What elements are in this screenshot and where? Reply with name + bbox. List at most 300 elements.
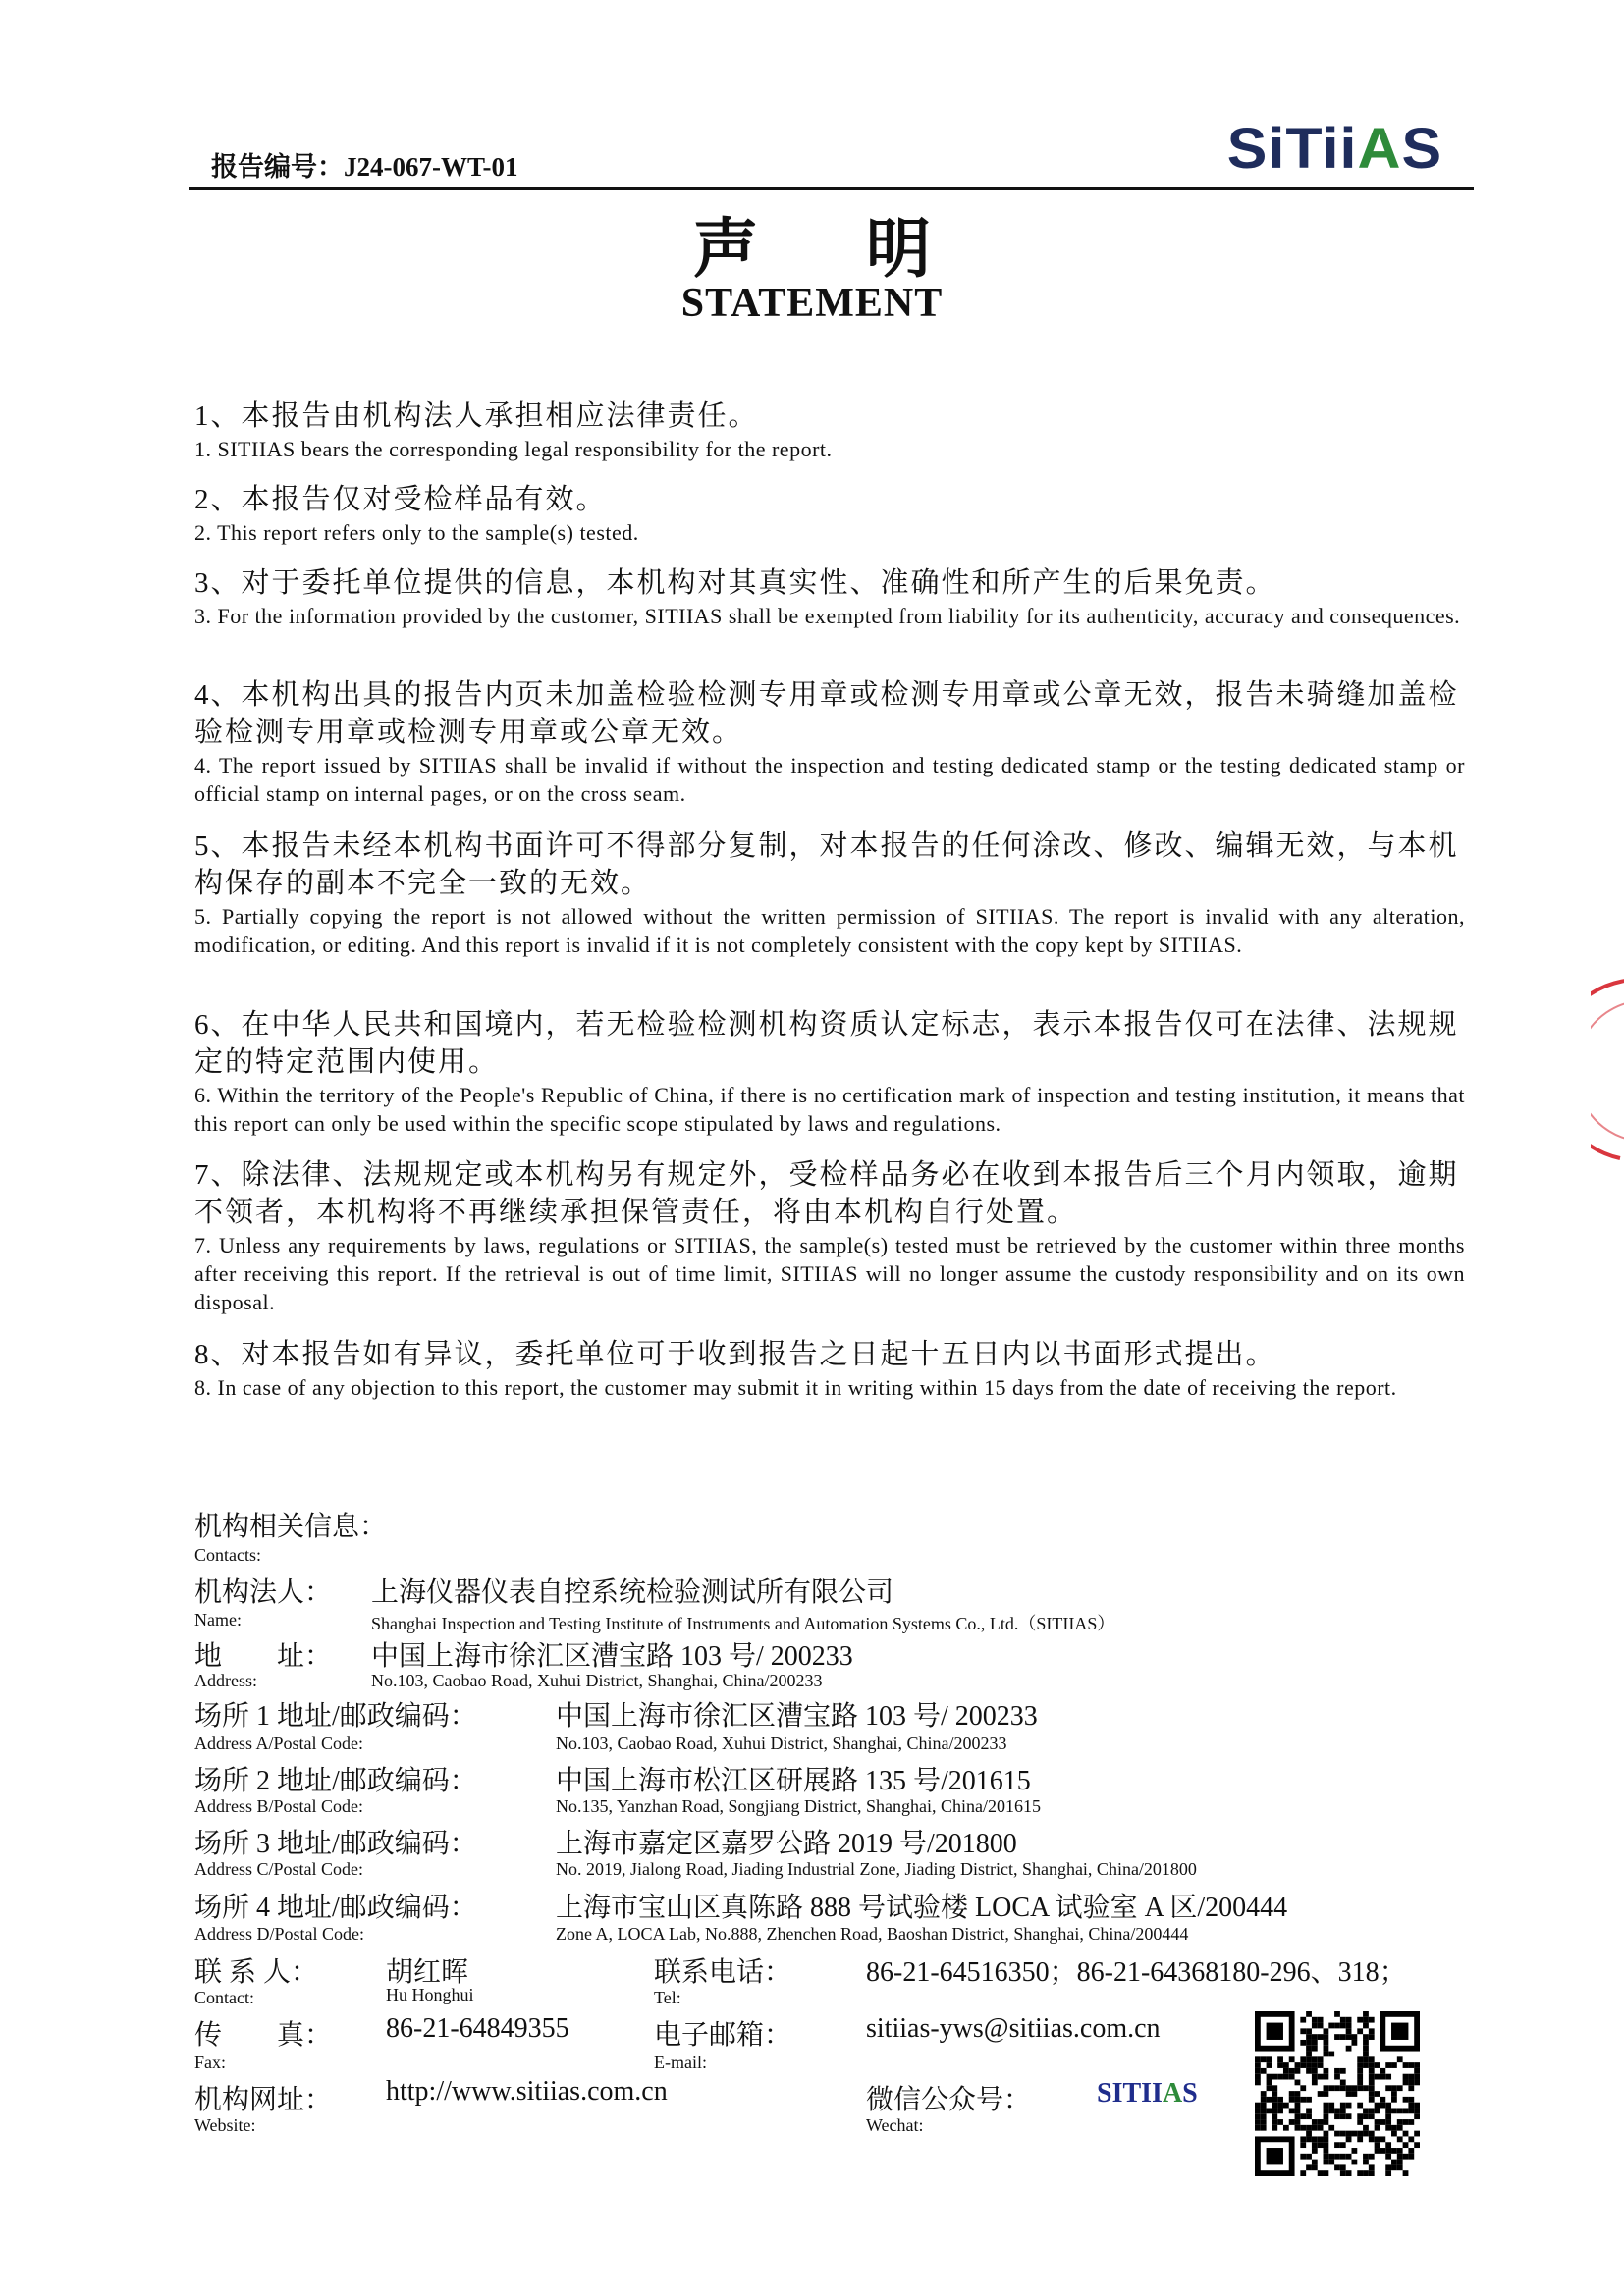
institution-name-en: Shanghai Inspection and Testing Institute of Instruments and Automation Systems Co., Ltd.（SITIIAS） [371, 1614, 1115, 1633]
qr-module [1408, 2119, 1414, 2125]
qr-module [1403, 2119, 1409, 2125]
red-seal-stamp [1591, 972, 1624, 1168]
wechat-label-en: Wechat: [866, 2115, 924, 2135]
statement-item: 4、本机构出具的报告内页未加盖检验检测专用章或检测专用章或公章无效，报告未骑缝加盖检验检测专用章或检测专用章或公章无效。 4. The report issued by SITIIAS shall be invalid if without the inspection and testing dedicated stamp or the testing dedicated stamp or official stamp on internal pages, or on the cross seam. [194, 679, 1465, 806]
qr-module [1306, 2108, 1312, 2113]
qr-module [1306, 2131, 1312, 2137]
qr-module [1363, 2040, 1369, 2046]
qr-module [1375, 2062, 1380, 2068]
qr-module [1346, 2170, 1352, 2176]
qr-module [1289, 2091, 1295, 2097]
qr-module [1300, 2154, 1306, 2160]
qr-module [1306, 2052, 1312, 2057]
qr-module [1346, 2136, 1352, 2142]
qr-module [1300, 2017, 1306, 2023]
site-4-label-en: Address D/Postal Code: [194, 1924, 364, 1944]
qr-module [1318, 2136, 1324, 2142]
qr-module [1289, 2119, 1295, 2125]
qr-module [1261, 2119, 1267, 2125]
qr-module [1346, 2091, 1352, 2097]
qr-module [1324, 2074, 1329, 2080]
qr-module [1363, 2160, 1369, 2165]
qr-module [1328, 2160, 1334, 2165]
qr-module [1324, 2148, 1329, 2154]
qr-module [1324, 2028, 1329, 2034]
qr-module [1340, 2142, 1346, 2148]
qr-module [1334, 2154, 1340, 2160]
qr-module [1375, 2136, 1380, 2142]
qr-module [1295, 2108, 1301, 2113]
qr-module [1385, 2113, 1391, 2119]
qr-module [1357, 2017, 1363, 2023]
qr-module [1324, 2131, 1329, 2137]
qr-module [1414, 2113, 1420, 2119]
qr-module [1391, 2062, 1397, 2068]
qr-module [1375, 2142, 1380, 2148]
qr-module [1357, 2170, 1363, 2176]
qr-module [1312, 2119, 1318, 2125]
qr-module [1295, 2119, 1301, 2125]
qr-module [1363, 2056, 1369, 2062]
qr-module [1267, 2062, 1272, 2068]
qr-module [1380, 2074, 1385, 2080]
qr-module [1346, 2046, 1352, 2052]
qr-module [1328, 2103, 1334, 2109]
qr-module [1397, 2085, 1403, 2091]
qr-module [1324, 2160, 1329, 2165]
qr-module [1340, 2085, 1346, 2091]
qr-module [1306, 2113, 1312, 2119]
qr-module [1272, 2108, 1277, 2113]
qr-module [1346, 2028, 1352, 2034]
contact-value: 胡红晖 [386, 1957, 469, 1988]
qr-module [1363, 2125, 1369, 2131]
qr-module [1283, 2074, 1289, 2080]
qr-module [1340, 2164, 1346, 2170]
qr-module [1283, 2103, 1289, 2109]
qr-module [1391, 2091, 1397, 2097]
qr-module [1357, 2028, 1363, 2034]
tel-label-en: Tel: [654, 1988, 681, 2007]
qr-module [1334, 2131, 1340, 2137]
qr-module [1346, 2131, 1352, 2137]
qr-module [1300, 2085, 1306, 2091]
qr-module [1255, 2119, 1261, 2125]
qr-module [1385, 2074, 1391, 2080]
page-title-cn: 声明 [693, 214, 1039, 286]
wechat-qr-code [1255, 2011, 1420, 2176]
site-1-label-en: Address A/Postal Code: [194, 1734, 364, 1753]
qr-module [1289, 2097, 1295, 2103]
qr-module [1267, 2080, 1272, 2086]
qr-module [1306, 2068, 1312, 2074]
qr-module [1363, 2062, 1369, 2068]
qr-module [1391, 2097, 1397, 2103]
qr-module [1272, 2103, 1277, 2109]
qr-module [1363, 2108, 1369, 2113]
qr-module [1340, 2068, 1346, 2074]
name-label: 机构法人： [194, 1577, 333, 1608]
qr-module [1300, 2142, 1306, 2148]
qr-module [1300, 2113, 1306, 2119]
qr-module [1357, 2131, 1363, 2137]
qr-module [1312, 2164, 1318, 2170]
qr-module [1324, 2052, 1329, 2057]
qr-module [1295, 2068, 1301, 2074]
qr-module [1391, 2148, 1397, 2154]
qr-module [1295, 2080, 1301, 2086]
qr-module [1272, 2125, 1277, 2131]
qr-module [1312, 2074, 1318, 2080]
sitiias-logo: SiTiiAS [1226, 117, 1443, 181]
qr-module [1363, 2170, 1369, 2176]
qr-module [1385, 2154, 1391, 2160]
qr-finder [1391, 2023, 1408, 2040]
qr-module [1369, 2164, 1375, 2170]
statement-item: 8、对本报告如有异议，委托单位可于收到报告之日起十五日内以书面形式提出。 8. In case of any objection to this report, the customer may submit it in writing within 15 days from the date of receiving the report. [194, 1339, 1397, 1400]
qr-module [1397, 2148, 1403, 2154]
qr-module [1300, 2125, 1306, 2131]
qr-module [1363, 2011, 1369, 2017]
qr-module [1408, 2097, 1414, 2103]
qr-module [1408, 2154, 1414, 2160]
qr-module [1340, 2023, 1346, 2029]
page-title-en: STATEMENT [680, 281, 944, 326]
qr-module [1312, 2017, 1318, 2023]
qr-module [1306, 2040, 1312, 2046]
qr-module [1328, 2085, 1334, 2091]
qr-module [1306, 2034, 1312, 2040]
qr-module [1391, 2160, 1397, 2165]
qr-module [1357, 2085, 1363, 2091]
wechat-label: 微信公众号： [866, 2085, 1032, 2115]
qr-module [1385, 2062, 1391, 2068]
tel-value: 86-21-64516350；86-21-64368180-296、318； [866, 1957, 1407, 1988]
qr-module [1385, 2103, 1391, 2109]
qr-module [1375, 2074, 1380, 2080]
qr-module [1328, 2052, 1334, 2057]
website-label-en: Website: [194, 2115, 256, 2135]
institution-name: 上海仪器仪表自控系统检验测试所有限公司 [371, 1577, 894, 1608]
qr-module [1369, 2136, 1375, 2142]
qr-module [1397, 2136, 1403, 2142]
qr-module [1277, 2119, 1283, 2125]
qr-module [1277, 2103, 1283, 2109]
qr-module [1369, 2017, 1375, 2023]
qr-module [1289, 2068, 1295, 2074]
qr-module [1295, 2113, 1301, 2119]
email-link[interactable]: sitiias-yws@sitiias.com.cn [866, 2013, 1161, 2044]
qr-module [1351, 2148, 1357, 2154]
qr-module [1397, 2154, 1403, 2160]
qr-module [1414, 2080, 1420, 2086]
qr-module [1340, 2080, 1346, 2086]
qr-module [1369, 2085, 1375, 2091]
contacts-heading-en: Contacts: [194, 1545, 261, 1565]
qr-module [1334, 2068, 1340, 2074]
qr-module [1312, 2142, 1318, 2148]
qr-module [1277, 2108, 1283, 2113]
qr-module [1289, 2108, 1295, 2113]
qr-module [1300, 2028, 1306, 2034]
qr-module [1306, 2046, 1312, 2052]
qr-module [1267, 2097, 1272, 2103]
qr-module [1380, 2097, 1385, 2103]
qr-module [1363, 2023, 1369, 2029]
qr-module [1391, 2164, 1397, 2170]
qr-module [1363, 2154, 1369, 2160]
qr-module [1351, 2040, 1357, 2046]
qr-module [1306, 2062, 1312, 2068]
qr-module [1403, 2154, 1409, 2160]
qr-module [1375, 2125, 1380, 2131]
qr-module [1306, 2154, 1312, 2160]
qr-module [1408, 2148, 1414, 2154]
qr-module [1312, 2034, 1318, 2040]
qr-module [1312, 2125, 1318, 2131]
qr-module [1334, 2074, 1340, 2080]
qr-module [1255, 2080, 1261, 2086]
qr-module [1306, 2136, 1312, 2142]
qr-module [1385, 2164, 1391, 2170]
qr-module [1397, 2119, 1403, 2125]
qr-module [1403, 2080, 1409, 2086]
qr-module [1312, 2136, 1318, 2142]
qr-module [1397, 2160, 1403, 2165]
site-4-label: 场所 4 地址/邮政编码： [194, 1893, 477, 1923]
qr-module [1306, 2056, 1312, 2062]
qr-module [1312, 2023, 1318, 2029]
qr-module [1414, 2131, 1420, 2137]
site-3-value: 上海市嘉定区嘉罗公路 2019 号/201800 [556, 1829, 1017, 1859]
qr-module [1346, 2034, 1352, 2040]
qr-module [1391, 2131, 1397, 2137]
qr-module [1272, 2074, 1277, 2080]
qr-module [1318, 2170, 1324, 2176]
qr-module [1346, 2023, 1352, 2029]
qr-module [1272, 2119, 1277, 2125]
qr-module [1312, 2040, 1318, 2046]
qr-module [1385, 2085, 1391, 2091]
qr-module [1408, 2136, 1414, 2142]
qr-module [1357, 2074, 1363, 2080]
qr-finder [1267, 2148, 1283, 2164]
qr-module [1318, 2023, 1324, 2029]
qr-module [1277, 2062, 1283, 2068]
qr-module [1324, 2113, 1329, 2119]
qr-module [1318, 2056, 1324, 2062]
site-2-value: 中国上海市松江区研展路 135 号/201615 [556, 1766, 1031, 1796]
qr-module [1334, 2113, 1340, 2119]
statement-item: 1、本报告由机构法人承担相应法律责任。 1. SITIIAS bears the corresponding legal responsibility for the report. [194, 400, 833, 461]
qr-module [1369, 2074, 1375, 2080]
qr-module [1363, 2085, 1369, 2091]
qr-module [1318, 2142, 1324, 2148]
qr-module [1328, 2023, 1334, 2029]
qr-module [1369, 2068, 1375, 2074]
qr-module [1408, 2085, 1414, 2091]
qr-module [1375, 2091, 1380, 2097]
qr-module [1324, 2119, 1329, 2125]
site-4-value: 上海市宝山区真陈路 888 号试验楼 LOCA 试验室 A 区/200444 [556, 1893, 1288, 1923]
qr-module [1397, 2056, 1403, 2062]
qr-module [1261, 2103, 1267, 2109]
qr-module [1295, 2097, 1301, 2103]
qr-module [1300, 2170, 1306, 2176]
qr-module [1277, 2097, 1283, 2103]
qr-module [1324, 2085, 1329, 2091]
qr-module [1295, 2125, 1301, 2131]
qr-module [1324, 2154, 1329, 2160]
qr-module [1267, 2085, 1272, 2091]
qr-module [1403, 2062, 1409, 2068]
qr-module [1255, 2056, 1261, 2062]
qr-module [1267, 2108, 1272, 2113]
qr-module [1369, 2170, 1375, 2176]
contact-label: 联 系 人： [194, 1957, 319, 1988]
site-3-label: 场所 3 地址/邮政编码： [194, 1829, 477, 1859]
qr-module [1357, 2136, 1363, 2142]
qr-module [1272, 2091, 1277, 2097]
qr-module [1357, 2068, 1363, 2074]
qr-module [1255, 2068, 1261, 2074]
qr-module [1324, 2103, 1329, 2109]
address-value: 中国上海市徐汇区漕宝路 103 号/ 200233 [371, 1641, 853, 1672]
qr-module [1340, 2034, 1346, 2040]
statement-item: 2、本报告仅对受检样品有效。 2. This report refers only to the sample(s) tested. [194, 484, 639, 545]
site-1-value-en: No.103, Caobao Road, Xuhui District, Shanghai, China/200233 [556, 1734, 1007, 1753]
header-divider [189, 187, 1474, 190]
qr-module [1357, 2103, 1363, 2109]
site-4-value-en: Zone A, LOCA Lab, No.888, Zhenchen Road, Baoshan District, Shanghai, China/200444 [556, 1924, 1189, 1944]
qr-module [1346, 2103, 1352, 2109]
qr-module [1414, 2103, 1420, 2109]
qr-module [1306, 2097, 1312, 2103]
qr-module [1318, 2034, 1324, 2040]
qr-module [1318, 2125, 1324, 2131]
qr-module [1369, 2131, 1375, 2137]
qr-module [1403, 2170, 1409, 2176]
qr-module [1380, 2148, 1385, 2154]
qr-module [1369, 2091, 1375, 2097]
qr-module [1380, 2103, 1385, 2109]
qr-module [1385, 2125, 1391, 2131]
qr-module [1312, 2056, 1318, 2062]
qr-module [1334, 2142, 1340, 2148]
qr-module [1261, 2056, 1267, 2062]
qr-module [1369, 2097, 1375, 2103]
qr-module [1351, 2160, 1357, 2165]
website-label: 机构网址： [194, 2085, 333, 2115]
qr-module [1334, 2085, 1340, 2091]
qr-module [1324, 2046, 1329, 2052]
qr-module [1272, 2085, 1277, 2091]
qr-module [1385, 2108, 1391, 2113]
qr-module [1334, 2011, 1340, 2017]
qr-module [1324, 2108, 1329, 2113]
qr-module [1369, 2108, 1375, 2113]
qr-module [1340, 2170, 1346, 2176]
qr-module [1295, 2091, 1301, 2097]
qr-module [1324, 2142, 1329, 2148]
qr-module [1318, 2119, 1324, 2125]
qr-module [1300, 2056, 1306, 2062]
qr-module [1255, 2103, 1261, 2109]
qr-module [1300, 2062, 1306, 2068]
qr-module [1369, 2056, 1375, 2062]
qr-module [1408, 2103, 1414, 2109]
qr-module [1312, 2160, 1318, 2165]
qr-module [1318, 2062, 1324, 2068]
qr-module [1312, 2068, 1318, 2074]
report-number: 报告编号：J24-067-WT-01 [211, 152, 518, 182]
qr-module [1397, 2164, 1403, 2170]
qr-module [1300, 2040, 1306, 2046]
qr-module [1334, 2108, 1340, 2113]
qr-module [1318, 2091, 1324, 2097]
qr-module [1340, 2017, 1346, 2023]
qr-module [1346, 2113, 1352, 2119]
qr-module [1403, 2142, 1409, 2148]
qr-module [1340, 2131, 1346, 2137]
qr-module [1306, 2028, 1312, 2034]
site-2-label-en: Address B/Postal Code: [194, 1796, 364, 1816]
qr-module [1414, 2142, 1420, 2148]
qr-module [1363, 2017, 1369, 2023]
contact-value-en: Hu Honghui [386, 1985, 474, 2004]
qr-module [1306, 2164, 1312, 2170]
qr-module [1255, 2113, 1261, 2119]
qr-module [1324, 2170, 1329, 2176]
qr-module [1300, 2097, 1306, 2103]
qr-finder [1267, 2023, 1283, 2040]
qr-module [1255, 2108, 1261, 2113]
qr-module [1306, 2011, 1312, 2017]
email-label-en: E-mail: [654, 2053, 707, 2072]
qr-module [1300, 2136, 1306, 2142]
qr-module [1312, 2062, 1318, 2068]
address-value-en: No.103, Caobao Road, Xuhui District, Shanghai, China/200233 [371, 1671, 823, 1690]
qr-module [1261, 2125, 1267, 2131]
site-3-label-en: Address C/Postal Code: [194, 1859, 364, 1879]
contact-label-en: Contact: [194, 1988, 254, 2007]
qr-module [1408, 2080, 1414, 2086]
qr-module [1346, 2154, 1352, 2160]
qr-module [1385, 2170, 1391, 2176]
site-1-label: 场所 1 地址/邮政编码： [194, 1701, 477, 1732]
qr-module [1261, 2091, 1267, 2097]
qr-module [1403, 2074, 1409, 2080]
qr-module [1318, 2074, 1324, 2080]
qr-module [1369, 2154, 1375, 2160]
qr-module [1375, 2108, 1380, 2113]
qr-module [1346, 2017, 1352, 2023]
qr-module [1363, 2046, 1369, 2052]
fax-label: 传 真： [194, 2020, 333, 2051]
qr-module [1267, 2056, 1272, 2062]
qr-module [1346, 2085, 1352, 2091]
qr-module [1255, 2074, 1261, 2080]
qr-module [1261, 2108, 1267, 2113]
qr-module [1334, 2034, 1340, 2040]
qr-module [1340, 2103, 1346, 2109]
qr-module [1369, 2062, 1375, 2068]
qr-module [1312, 2080, 1318, 2086]
qr-module [1385, 2142, 1391, 2148]
qr-module [1261, 2068, 1267, 2074]
website-link[interactable]: http://www.sitiias.com.cn [386, 2076, 668, 2107]
qr-module [1255, 2125, 1261, 2131]
